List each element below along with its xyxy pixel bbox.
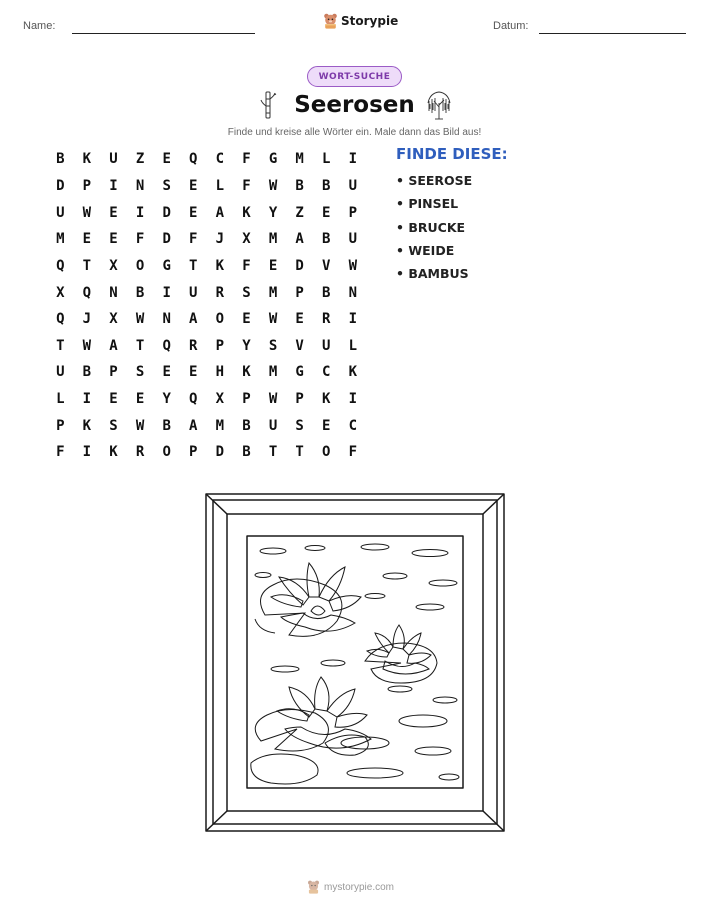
grid-letter: P <box>348 204 358 221</box>
grid-letter: Y <box>268 204 278 221</box>
grid-letter: D <box>215 444 225 461</box>
grid-letter: U <box>56 364 65 381</box>
grid-letter: S <box>135 364 145 381</box>
grid-letter: Y <box>242 337 251 354</box>
grid-letter: E <box>268 257 278 274</box>
grid-letter: E <box>322 417 331 434</box>
footer <box>307 880 394 894</box>
grid-letter: R <box>135 444 145 461</box>
grid-letter: W <box>135 311 145 328</box>
grid-letter: G <box>162 257 171 274</box>
brand-logo <box>323 13 398 29</box>
grid-letter: M <box>268 364 278 381</box>
grid-letter: Q <box>189 391 198 408</box>
word-list <box>396 171 472 287</box>
grid-letter: A <box>189 311 198 328</box>
date-line <box>539 33 686 34</box>
grid-letter: B <box>162 417 171 434</box>
grid-letter: O <box>215 311 225 328</box>
grid-letter: W <box>82 337 92 354</box>
name-label: Name: <box>23 20 56 32</box>
grid-letter: E <box>162 151 171 168</box>
grid-letter: E <box>189 177 198 194</box>
grid-letter: E <box>135 391 145 408</box>
grid-letter: U <box>348 177 358 194</box>
grid-letter: L <box>348 337 358 354</box>
grid-letter: I <box>82 444 92 461</box>
grid-letter: T <box>135 337 145 354</box>
grid-letter: S <box>295 417 304 434</box>
grid-letter: X <box>215 391 225 408</box>
grid-letter: F <box>135 231 145 248</box>
grid-letter: X <box>109 257 118 274</box>
water-lily-coloring-picture <box>205 493 505 833</box>
grid-letter: O <box>322 444 331 461</box>
grid-letter: K <box>348 364 358 381</box>
grid-letter: B <box>242 417 251 434</box>
grid-letter: T <box>189 257 198 274</box>
grid-letter: G <box>295 364 304 381</box>
grid-letter: E <box>189 364 198 381</box>
grid-letter: R <box>215 284 225 301</box>
grid-letter: E <box>242 311 251 328</box>
grid-letter: B <box>135 284 145 301</box>
page-title: Seerosen <box>294 92 415 118</box>
word-search-badge: WORT-SUCHE <box>307 66 402 87</box>
grid-letter: Z <box>295 204 304 221</box>
storypie-logo-icon <box>323 13 338 29</box>
grid-letter: S <box>242 284 251 301</box>
grid-letter: C <box>348 417 358 434</box>
grid-letter: K <box>322 391 331 408</box>
grid-letter: T <box>82 257 92 274</box>
grid-letter: B <box>322 177 331 194</box>
name-line <box>72 33 255 34</box>
willow-tree-icon <box>424 89 454 121</box>
grid-letter: N <box>348 284 358 301</box>
grid-letter: M <box>268 231 278 248</box>
word-item: • BRUCKE <box>396 219 466 235</box>
storypie-logo-icon <box>307 880 320 894</box>
grid-letter: C <box>215 151 225 168</box>
grid-letter: X <box>242 231 251 248</box>
grid-letter: A <box>295 231 304 248</box>
grid-letter: E <box>109 204 118 221</box>
grid-letter: V <box>322 257 331 274</box>
grid-letter: P <box>189 444 198 461</box>
word-item: • BAMBUS <box>396 266 469 282</box>
grid-letter: L <box>56 391 65 408</box>
grid-letter: S <box>162 177 171 194</box>
grid-letter: Q <box>189 151 198 168</box>
grid-letter: D <box>295 257 304 274</box>
grid-letter: F <box>189 231 198 248</box>
grid-letter: E <box>162 364 171 381</box>
find-words-heading: FINDE DIESE: <box>396 145 508 163</box>
grid-letter: T <box>295 444 304 461</box>
grid-letter: W <box>135 417 145 434</box>
grid-letter: P <box>215 337 225 354</box>
grid-letter: B <box>322 284 331 301</box>
grid-letter: W <box>268 177 278 194</box>
grid-letter: Q <box>56 257 65 274</box>
grid-letter: J <box>82 311 92 328</box>
grid-letter: I <box>82 391 92 408</box>
word-search-grid <box>47 146 366 466</box>
grid-letter: X <box>109 311 118 328</box>
grid-letter: J <box>215 231 225 248</box>
grid-letter: K <box>82 417 92 434</box>
grid-letter: W <box>268 311 278 328</box>
grid-letter: F <box>242 177 251 194</box>
grid-letter: M <box>295 151 304 168</box>
grid-letter: Q <box>162 337 171 354</box>
grid-letter: N <box>109 284 118 301</box>
grid-letter: W <box>348 257 358 274</box>
grid-letter: I <box>109 177 118 194</box>
grid-letter: N <box>162 311 171 328</box>
grid-letter: U <box>189 284 198 301</box>
grid-letter: P <box>295 284 304 301</box>
grid-letter: T <box>56 337 65 354</box>
grid-letter: A <box>215 204 225 221</box>
grid-letter: K <box>242 364 251 381</box>
grid-letter: O <box>135 257 145 274</box>
grid-letter: I <box>348 151 358 168</box>
grid-letter: Q <box>56 311 65 328</box>
grid-letter: O <box>162 444 171 461</box>
grid-letter: Q <box>82 284 92 301</box>
grid-letter: I <box>348 391 358 408</box>
grid-letter: M <box>215 417 225 434</box>
grid-letter: E <box>109 231 118 248</box>
grid-letter: I <box>135 204 145 221</box>
grid-letter: D <box>162 204 171 221</box>
word-item: • SEEROSE <box>396 173 473 188</box>
grid-letter: U <box>56 204 65 221</box>
grid-letter: B <box>322 231 331 248</box>
grid-letter: K <box>215 257 225 274</box>
grid-letter: P <box>295 391 304 408</box>
grid-letter: F <box>242 151 251 168</box>
grid-letter: V <box>295 337 304 354</box>
footer-url: mystorypie.com <box>324 881 395 893</box>
grid-letter: B <box>242 444 251 461</box>
grid-letter: E <box>189 204 198 221</box>
grid-letter: F <box>242 257 251 274</box>
grid-letter: P <box>109 364 118 381</box>
grid-letter: I <box>162 284 171 301</box>
grid-letter: E <box>82 231 92 248</box>
grid-letter: P <box>82 177 92 194</box>
grid-letter: F <box>56 444 65 461</box>
grid-letter: I <box>348 311 358 328</box>
grid-letter: E <box>109 391 118 408</box>
grid-letter: W <box>82 204 92 221</box>
brand-name: Storypie <box>341 14 399 28</box>
grid-letter: H <box>215 364 225 381</box>
grid-letter: E <box>322 204 331 221</box>
grid-letter: U <box>322 337 331 354</box>
grid-letter: A <box>109 337 118 354</box>
grid-letter: N <box>135 177 145 194</box>
grid-letter: E <box>295 311 304 328</box>
grid-letter: L <box>322 151 331 168</box>
grid-letter: U <box>109 151 118 168</box>
grid-letter: B <box>56 151 65 168</box>
word-item: • PINSEL <box>396 196 459 212</box>
grid-letter: P <box>56 417 65 434</box>
word-item: • WEIDE <box>396 242 455 258</box>
grid-letter: B <box>295 177 304 194</box>
grid-letter: B <box>82 364 92 381</box>
grid-letter: U <box>268 417 278 434</box>
grid-letter: K <box>242 204 251 221</box>
grid-letter: W <box>268 391 278 408</box>
grid-letter: D <box>56 177 65 194</box>
grid-letter: S <box>109 417 118 434</box>
grid-letter: F <box>348 444 358 461</box>
grid-letter: S <box>268 337 278 354</box>
grid-letter: G <box>268 151 278 168</box>
grid-letter: K <box>109 444 118 461</box>
grid-letter: M <box>56 231 65 248</box>
grid-letter: X <box>56 284 65 301</box>
grid-letter: P <box>242 391 251 408</box>
grid-letter: U <box>348 231 358 248</box>
date-label: Datum: <box>493 20 529 32</box>
grid-letter: T <box>268 444 278 461</box>
grid-letter: D <box>162 231 171 248</box>
grid-letter: Z <box>135 151 145 168</box>
grid-letter: C <box>322 364 331 381</box>
grid-letter: K <box>82 151 92 168</box>
grid-letter: R <box>322 311 331 328</box>
grid-letter: A <box>189 417 198 434</box>
grid-letter: Y <box>162 391 171 408</box>
grid-letter: R <box>189 337 198 354</box>
grid-letter: M <box>268 284 278 301</box>
grid-letter: L <box>215 177 225 194</box>
instructions: Finde und kreise alle Wörter ein. Male dann das Bild aus! <box>227 127 482 138</box>
